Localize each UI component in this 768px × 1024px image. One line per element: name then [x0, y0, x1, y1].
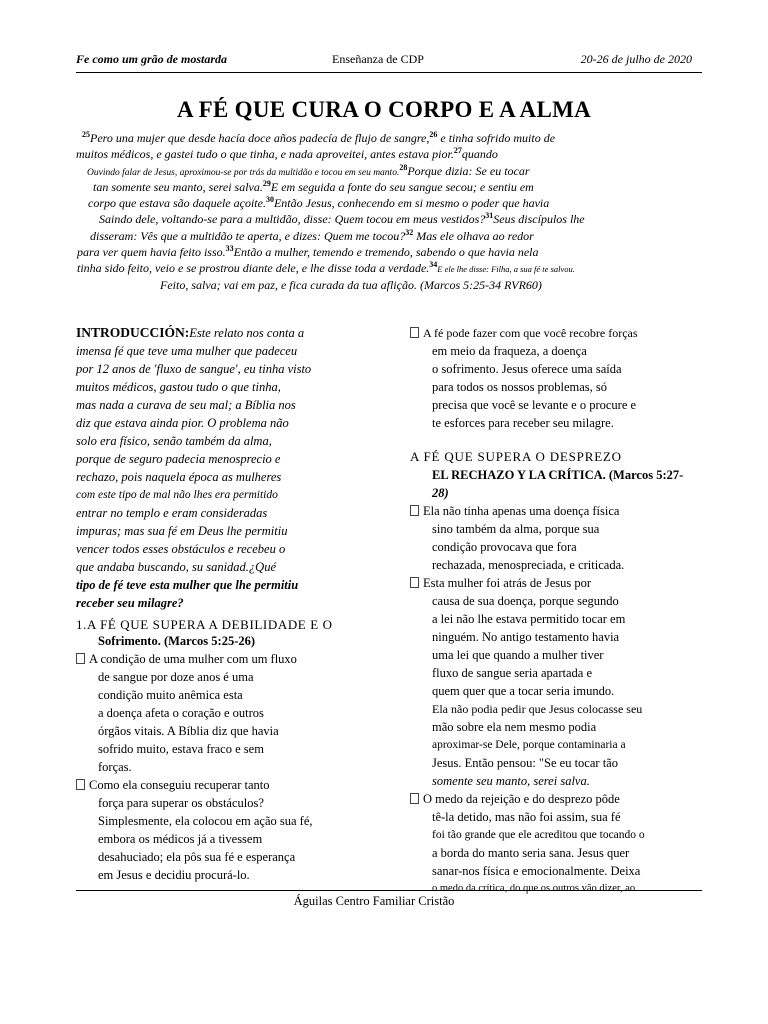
bullet-line: condição muito anêmica esta — [98, 688, 243, 702]
intro-line: muitos médicos, gastou tudo o que tinha, — [76, 380, 281, 394]
intro-line: que andaba buscando, su sanidad.¿Qué — [76, 560, 276, 574]
intro-question: receber seu milagre? — [76, 596, 184, 610]
section-2-heading: A FÉ QUE SUPERA O DESPREZO — [410, 449, 622, 464]
page-header — [76, 52, 702, 73]
intro-line: impuras; mas sua fé em Deus lhe permitiu — [76, 524, 288, 538]
bullet-line: Ela não podia pedir que Jesus colocasse seu — [432, 702, 643, 716]
bullet-line: precisa que você se levante e o procure e — [432, 398, 637, 412]
checkbox-bullet-icon — [76, 653, 85, 664]
verse-line: corpo que estava são daquele açoite.$^{30}$Então Jesus, conhecendo em si mesmo o poder que havia — [88, 195, 550, 210]
bullet-line: fluxo de sangue seria apartada e — [432, 666, 592, 680]
bullet-item: A condição de uma mulher com um fluxo — [76, 650, 297, 668]
verse-line: para ver quem havia feito isso.$^{33}$Então a mulher, temendo e tremendo, sabendo o que havia nela — [77, 244, 539, 259]
verse-line: $^{25}$Pero una mujer que desde hacía doce años padecía de flujo de sangre,$^{26}$ e tinha sofrido muito de — [82, 130, 556, 145]
intro-line: diz que estava ainda pior. O problema não — [76, 416, 289, 430]
intro-line: entrar no templo e eram consideradas — [76, 506, 268, 520]
section-1-heading: 1.A FÉ QUE SUPERA A DEBILIDADE E O — [76, 617, 333, 632]
bullet-line: te esforces para receber seu milagre. — [432, 416, 614, 430]
section-1-heading-cont: Sofrimento. (Marcos 5:25-26) — [98, 634, 256, 648]
verse-line: Feito, salva; vai em paz, e fica curada da tua aflição. (Marcos 5:25-34 RVR60) — [160, 278, 542, 292]
intro-line: solo era físico, senão também da alma, — [76, 434, 272, 448]
intro-question: tipo de fé teve esta mulher que lhe permitiu — [76, 578, 299, 592]
bullet-line: órgãos vitais. A Bíblia diz que havia — [98, 724, 279, 738]
bullet-line: Simplesmente, ela colocou em ação sua fé, — [98, 814, 313, 828]
bullet-line: o medo da crítica, do que os outros vão dizer, ao — [432, 883, 636, 894]
bullet-line: condição provocava que fora — [432, 540, 577, 554]
bullet-line: Jesus. Então pensou: "Se eu tocar tão — [432, 756, 618, 770]
section-2-heading-cont: EL RECHAZO Y LA CRÍTICA. (Marcos 5:27- — [432, 468, 684, 482]
header-date: 20-26 de julho de 2020 — [580, 52, 692, 66]
page-title: A FÉ QUE CURA O CORPO E A ALMA — [176, 97, 592, 122]
verse-line: disseram: Vês que a multidão te aperta, e dizes: Quem me tocou?$^{32}$ Mas ele olhava ao redor — [90, 228, 534, 243]
checkbox-bullet-icon — [410, 577, 419, 588]
intro-line: mas nada a curava de seu mal; a Bíblia nos — [76, 398, 296, 412]
intro-line: vencer todos esses obstáculos e recebeu o — [76, 542, 286, 556]
bullet-line: a borda do manto seria sana. Jesus quer — [432, 846, 630, 860]
bullet-line: sofrido muito, estava fraco e sem — [98, 742, 264, 756]
bullet-item: A fé pode fazer com que você recobre forças — [410, 324, 638, 342]
bullet-line: de sangue por doze anos é uma — [98, 670, 254, 684]
bullet-line: a lei não lhe estava permitido tocar em — [432, 612, 626, 626]
intro-line: com este tipo de mal não lhes era permitido — [76, 489, 278, 501]
bullet-item: Ela não tinha apenas uma doença física — [410, 502, 619, 520]
checkbox-bullet-icon — [410, 505, 419, 516]
verse-line: tinha sido feito, veio e se prostrou diante dele, e lhe disse toda a verdade.$^{34}$E ele lhe disse: Filha, a sua fé te salvou. — [77, 260, 575, 275]
bullet-line: em meio da fraqueza, a doença — [432, 344, 587, 358]
bullet-line: causa de sua doença, porque segundo — [432, 594, 619, 608]
bullet-line: aproximar-se Dele, porque contaminaria a — [432, 739, 626, 751]
verse-line: tan somente seu manto, serei salva.$^{29}$E em seguida a fonte do seu sangue secou; e sentiu em — [93, 179, 534, 194]
checkbox-bullet-icon — [76, 779, 85, 790]
bullet-line: somente seu manto, serei salva. — [432, 774, 590, 788]
bullet-line: tê-la detido, mas não foi assim, sua fé — [432, 810, 621, 824]
bullet-line: o sofrimento. Jesus oferece uma saída — [432, 362, 622, 376]
bullet-line: rechazada, menospreciada, e criticada. — [432, 558, 625, 572]
bullet-line: para todos os nossos problemas, só — [432, 380, 607, 394]
header-series-title: Fe como um grão de mostarda — [76, 52, 228, 66]
bullet-item: Esta mulher foi atrás de Jesus por — [410, 574, 591, 592]
bullet-line: forças. — [98, 760, 132, 774]
bullet-line: embora os médicos já a tivessem — [98, 832, 263, 846]
checkbox-bullet-icon — [410, 793, 419, 804]
page-footer: Águilas Centro Familiar Cristão — [293, 894, 455, 908]
bullet-line: desahuciado; ela pôs sua fé e esperança — [98, 850, 296, 864]
bullet-line: mão sobre ela nem mesmo podia — [432, 720, 597, 734]
intro-line: porque de seguro padecia menosprecio e — [76, 452, 281, 466]
bullet-line: foi tão grande que ele acreditou que tocando o — [432, 829, 645, 841]
bullet-line: sino também da alma, porque sua — [432, 522, 600, 536]
intro-heading: INTRODUCCIÓN: — [76, 325, 190, 340]
bullet-item: O medo da rejeição e do desprezo pôde — [410, 790, 620, 808]
bullet-line: quem quer que a tocar seria imundo. — [432, 684, 615, 698]
header-section: Enseñanza de CDP — [332, 52, 424, 66]
bullet-line: sanar-nos física e emocionalmente. Deixa — [432, 864, 641, 878]
verse-line: Ouvindo falar de Jesus, aproximou-se por trás da multidão e tocou em seu manto.$^{28}$Porque dizia: Se eu tocar — [87, 163, 530, 178]
bullet-line: ninguém. No antigo testamento havia — [432, 630, 620, 644]
bullet-line: força para superar os obstáculos? — [98, 796, 264, 810]
checkbox-bullet-icon — [410, 327, 419, 338]
intro-line: INTRODUCCIÓN:Este relato nos conta a — [76, 325, 305, 340]
footer-divider — [76, 890, 702, 891]
verse-line: muitos médicos, e gastei tudo o que tinha, e nada aproveitei, antes estava pior.$^{27}$quando — [76, 146, 498, 161]
intro-line: por 12 anos de 'fluxo de sangue', eu tinha visto — [76, 362, 312, 376]
bullet-item: Como ela conseguiu recuperar tanto — [76, 776, 270, 794]
intro-line: imensa fé que teve uma mulher que padeceu — [76, 344, 298, 358]
verse-line: Saindo dele, voltando-se para a multidão, disse: Quem tocou em meus vestidos?$^{31}$Seus discípulos lhe — [99, 211, 585, 226]
bullet-line: a doença afeta o coração e outros — [98, 706, 264, 720]
bullet-line: em Jesus e decidiu procurá-lo. — [98, 868, 250, 882]
bullet-line: uma lei que quando a mulher tiver — [432, 648, 604, 662]
intro-line: rechazo, pois naquela época as mulheres — [76, 470, 282, 484]
section-2-heading-cont: 28) — [432, 486, 449, 500]
